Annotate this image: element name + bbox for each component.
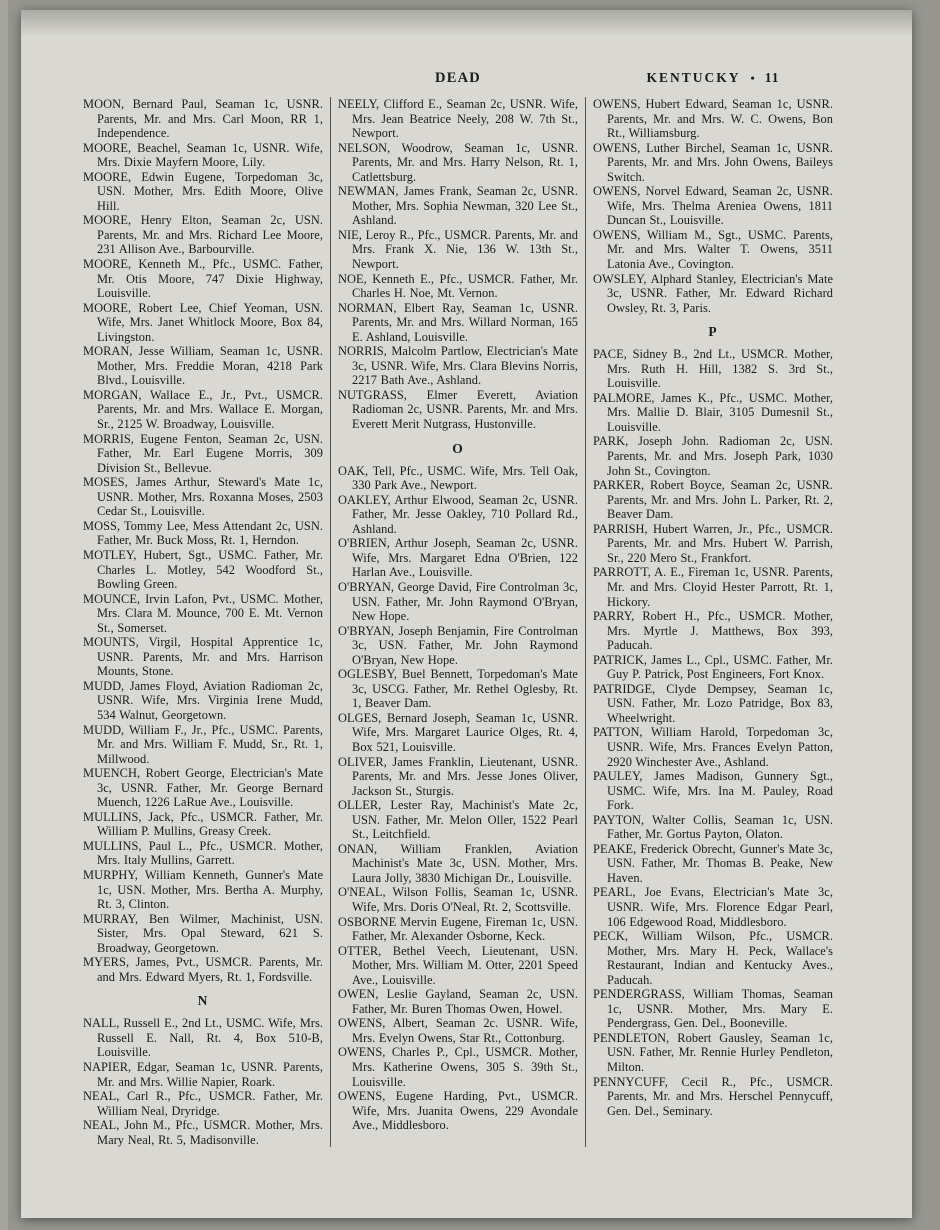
entry: OWENS, Norvel Edward, Seaman 2c, USNR. Wife, Mrs. Thelma Areniea Owens, 1811 Duncan St., Louisville. (593, 184, 833, 228)
entry: MOSES, James Arthur, Steward's Mate 1c, USNR. Mother, Mrs. Roxanna Moses, 2503 Cedar St., Louisville. (83, 475, 323, 519)
entry: MOSS, Tommy Lee, Mess Attendant 2c, USN. Father, Mr. Buck Moss, Rt. 1, Herndon. (83, 518, 323, 548)
entry: O'BRYAN, George David, Fire Controlman 3c, USN. Father, Mr. John Raymond O'Bryan, New Hope. (338, 579, 578, 624)
entry: OWENS, Eugene Harding, Pvt., USMCR. Wife, Mrs. Juanita Owens, 229 Avondale Ave., Middlesboro. (338, 1089, 578, 1133)
page-header (83, 70, 835, 87)
entry: PECK, William Wilson, Pfc., USMCR. Mother, Mrs. Mary H. Peck, Wallace's Restaurant, Indian and Kentucky Aves., Paducah. (593, 929, 833, 987)
entry: OWSLEY, Alphard Stanley, Electrician's Mate 3c, USNR. Father, Mr. Edward Richard Owsley, Rt. 3, Paris. (593, 271, 833, 315)
document-page (21, 10, 912, 1218)
entry: MORGAN, Wallace E., Jr., Pvt., USMCR. Parents, Mr. and Mrs. Wallace E. Morgan, Sr., 2125 W. Broadway, Louisville. (83, 387, 323, 432)
entry: NEAL, Carl R., Pfc., USMCR. Father, Mr. William Neal, Dryridge. (83, 1089, 323, 1118)
entry: PARK, Joseph John. Radioman 2c, USN. Parents, Mr. and Mrs. Joseph Park, 1030 John St., Covington. (593, 434, 833, 478)
section-heading: P (708, 324, 718, 340)
entry: NAPIER, Edgar, Seaman 1c, USNR. Parents, Mr. and Mrs. Willie Napier, Roark. (83, 1060, 323, 1089)
column-rule-1 (330, 97, 331, 1147)
entry: OAK, Tell, Pfc., USMC. Wife, Mrs. Tell Oak, 330 Park Ave., Newport. (338, 463, 578, 493)
entry: PATRIDGE, Clyde Dempsey, Seaman 1c, USN. Father, Mr. Lozo Patridge, Box 83, Wheelwright. (593, 681, 833, 725)
page-content (83, 70, 835, 1147)
entry: MURRAY, Ben Wilmer, Machinist, USN. Sister, Mrs. Opal Steward, 621 S. Broadway, Georgetown. (83, 911, 323, 955)
entry: OWEN, Leslie Gayland, Seaman 2c, USN. Father, Mr. Buren Thomas Owen, Howel. (338, 987, 578, 1016)
entry: NEAL, John M., Pfc., USMCR. Mother, Mrs. Mary Neal, Rt. 5, Madisonville. (83, 1118, 323, 1147)
entry: O'BRIEN, Arthur Joseph, Seaman 2c, USNR. Wife, Mrs. Margaret Edna O'Brien, 122 Harlan Ave., Louisville. (338, 536, 578, 580)
entry: MYERS, James, Pvt., USMCR. Parents, Mr. and Mrs. Edward Myers, Rt. 1, Fordsville. (83, 955, 323, 984)
entry: ONAN, William Franklen, Aviation Machinist's Mate 3c, USN. Mother, Mrs. Laura Jolly, 3830 Michigan Dr., Louisville. (338, 841, 578, 885)
column-3 (593, 97, 833, 1147)
entry: OWENS, Luther Birchel, Seaman 1c, USNR. Parents, Mr. and Mrs. John Owens, Baileys Switch. (593, 140, 833, 184)
entry: OSBORNE Mervin Eugene, Fireman 1c, USN. Father, Mr. Alexander Osborne, Keck. (338, 914, 578, 944)
entry: MUDD, William F., Jr., Pfc., USMC. Parents, Mr. and Mrs. William F. Mudd, Sr., Rt. 1, Millwood. (83, 722, 323, 766)
section-heading: N (197, 993, 209, 1009)
entry: NIE, Leroy R., Pfc., USMCR. Parents, Mr. and Mrs. Frank X. Nie, 136 W. 13th St., Newport. (338, 227, 578, 272)
entry: PARROTT, A. E., Fireman 1c, USNR. Parents, Mr. and Mrs. Cloyid Hester Parrott, Rt. 1, Hickory. (593, 565, 833, 609)
page-number: 11 (764, 70, 780, 85)
entry: NORRIS, Malcolm Partlow, Electrician's Mate 3c, USNR. Wife, Mrs. Clara Blevins Norris, 2217 Bath Ave., Ashland. (338, 344, 578, 388)
entry: NOE, Kenneth E., Pfc., USMCR. Father, Mr. Charles H. Noe, Mt. Vernon. (338, 271, 578, 301)
entry: PEAKE, Frederick Obrecht, Gunner's Mate 3c, USN. Father, Mr. Thomas B. Peake, New Haven. (593, 841, 833, 885)
entry: NALL, Russell E., 2nd Lt., USMC. Wife, Mrs. Russell E. Nall, Rt. 4, Box 510-B, Louisville. (83, 1016, 323, 1060)
entry: PAYTON, Walter Collis, Seaman 1c, USN. Father, Mr. Gortus Payton, Olaton. (593, 812, 833, 842)
entry: OAKLEY, Arthur Elwood, Seaman 2c, USNR. Father, Mr. Jesse Oakley, 710 Pollard Rd., Ashland. (338, 492, 578, 536)
entry: PENNYCUFF, Cecil R., Pfc., USMCR. Parents, Mr. and Mrs. Herschel Pennycuff, Gen. Del., Seminary. (593, 1074, 833, 1118)
entry: OLIVER, James Franklin, Lieutenant, USNR. Parents, Mr. and Mrs. Jesse Jones Oliver, Jackson St., Sturgis. (338, 754, 578, 798)
entry: PEARL, Joe Evans, Electrician's Mate 3c, USNR. Wife, Mrs. Florence Edgar Pearl, 106 Edgewood Road, Middlesboro. (593, 885, 833, 929)
entry: MOORE, Beachel, Seaman 1c, USNR. Wife, Mrs. Dixie Mayfern Moore, Lily. (83, 140, 323, 170)
entry: OWENS, William M., Sgt., USMC. Parents, Mr. and Mrs. Walter T. Owens, 3511 Latonia Ave., Covington. (593, 227, 833, 272)
entry: MUENCH, Robert George, Electrician's Mate 3c, USNR. Father, Mr. George Bernard Muench, 1226 LaRue Ave., Louisville. (83, 766, 323, 810)
entry: PENDERGRASS, William Thomas, Seaman 1c, USNR. Mother, Mrs. Mary E. Pendergrass, Gen. Del., Booneville. (593, 987, 833, 1031)
entry: MUDD, James Floyd, Aviation Radioman 2c, USNR. Wife, Mrs. Virginia Irene Mudd, 534 Walnut, Georgetown. (83, 678, 323, 722)
entry: O'BRYAN, Joseph Benjamin, Fire Controlman 3c, USN. Father, Mr. John Raymond O'Bryan, New Hope. (338, 623, 578, 667)
entry: NEWMAN, James Frank, Seaman 2c, USNR. Mother, Mrs. Sophia Newman, 320 Lee St., Ashland. (338, 184, 578, 228)
entry: MOORE, Henry Elton, Seaman 2c, USN. Parents, Mr. and Mrs. Richard Lee Moore, 231 Allison Ave., Barbourville. (83, 213, 323, 257)
entry: NELSON, Woodrow, Seaman 1c, USNR. Parents, Mr. and Mrs. Harry Nelson, Rt. 1, Catlettsburg. (338, 140, 578, 184)
entry: MULLINS, Paul L., Pfc., USMCR. Mother, Mrs. Italy Mullins, Garrett. (83, 838, 323, 868)
entry: MULLINS, Jack, Pfc., USMCR. Father, Mr. William P. Mullins, Greasy Creek. (83, 809, 323, 839)
column-2 (338, 97, 578, 1147)
entry: PENDLETON, Robert Gausley, Seaman 1c, USN. Father, Mr. Rennie Hurley Pendleton, Milton. (593, 1030, 833, 1074)
entry: NEELY, Clifford E., Seaman 2c, USNR. Wife, Mrs. Jean Beatrice Neely, 208 W. 7th St., Newport. (338, 97, 578, 141)
entry: OWENS, Albert, Seaman 2c. USNR. Wife, Mrs. Evelyn Owens, Star Rt., Cottonburg. (338, 1016, 578, 1045)
entry: NUTGRASS, Elmer Everett, Aviation Radioman 2c, USNR. Parents, Mr. and Mrs. Everett Merit Nutgrass, Hustonville. (338, 387, 578, 432)
state-heading: KENTUCKY (646, 70, 741, 85)
entry: PAULEY, James Madison, Gunnery Sgt., USMC. Wife, Mrs. Ina M. Pauley, Road Fork. (593, 769, 833, 813)
entry: MOON, Bernard Paul, Seaman 1c, USNR. Parents, Mr. and Mrs. Carl Moon, RR 1, Independence. (83, 97, 323, 141)
entry: PATTON, William Harold, Torpedoman 3c, USNR. Wife, Mrs. Frances Evelyn Patton, 2920 Winchester Ave., Ashland. (593, 725, 833, 769)
entry: MOORE, Edwin Eugene, Torpedoman 3c, USN. Mother, Mrs. Edith Moore, Olive Hill. (83, 169, 323, 213)
entry: OWENS, Hubert Edward, Seaman 1c, USNR. Parents, Mr. and Mrs. W. C. Owens, Bon Rt., Williamsburg. (593, 97, 833, 141)
entry: OLGES, Bernard Joseph, Seaman 1c, USNR. Wife, Mrs. Margaret Laurice Olges, Rt. 4, Box 521, Louisville. (338, 710, 578, 754)
entry: PARRISH, Hubert Warren, Jr., Pfc., USMCR. Parents, Mr. and Mrs. Hubert W. Parrish, Sr., 220 Mero St., Frankfort. (593, 521, 833, 565)
entry: MOORE, Kenneth M., Pfc., USMC. Father, Mr. Otis Moore, 747 Dixie Highway, Louisville. (83, 257, 323, 301)
text-columns (83, 97, 835, 1147)
entry: PACE, Sidney B., 2nd Lt., USMCR. Mother, Mrs. Ruth H. Hill, 1382 S. 3rd St., Louisville. (593, 347, 833, 391)
entry: MURPHY, William Kenneth, Gunner's Mate 1c, USN. Mother, Mrs. Bertha A. Murphy, Rt. 3, Clinton. (83, 867, 323, 912)
running-head (593, 70, 833, 86)
entry: PATRICK, James L., Cpl., USMC. Father, Mr. Guy P. Patrick, Post Engineers, Fort Knox. (593, 652, 833, 682)
entry: OGLESBY, Buel Bennett, Torpedoman's Mate 3c, USCG. Father, Mr. Rethel Oglesby, Rt. 1, Beaver Dam. (338, 667, 578, 711)
column-rule-2 (585, 97, 586, 1147)
entry: MOUNTS, Virgil, Hospital Apprentice 1c, USNR. Parents, Mr. and Mrs. Harrison Mounts, Stone. (83, 635, 323, 679)
entry: MORRIS, Eugene Fenton, Seaman 2c, USN. Father, Mr. Earl Eugene Morris, 309 Division St., Bellevue. (83, 431, 323, 475)
entry: OTTER, Bethel Veech, Lieutenant, USN. Mother, Mrs. William M. Otter, 2201 Speed Ave., Louisville. (338, 943, 578, 987)
column-1 (83, 97, 323, 1147)
entry: MOUNCE, Irvin Lafon, Pvt., USMC. Mother, Mrs. Clara M. Mounce, 700 E. Mt. Vernon St., Somerset. (83, 591, 323, 635)
section-heading: O (452, 440, 464, 456)
entry: NORMAN, Elbert Ray, Seaman 1c, USNR. Parents, Mr. and Mrs. Willard Norman, 165 E. Ashland, Louisville. (338, 300, 578, 344)
entry: PARRY, Robert H., Pfc., USMCR. Mother, Mrs. Myrtle J. Matthews, Box 393, Paducah. (593, 609, 833, 653)
entry: PALMORE, James K., Pfc., USMC. Mother, Mrs. Mallie D. Blair, 3105 Dumesnil St., Louisville. (593, 390, 833, 434)
entry: OLLER, Lester Ray, Machinist's Mate 2c, USN. Father, Mr. Melon Oller, 1522 Pearl St., Leitchfield. (338, 798, 578, 842)
page-title: DEAD (435, 70, 481, 86)
entry: MOTLEY, Hubert, Sgt., USMC. Father, Mr. Charles L. Motley, 542 Woodford St., Bowling Green. (83, 547, 323, 592)
entry: MOORE, Robert Lee, Chief Yeoman, USN. Wife, Mrs. Janet Whitlock Moore, Box 84, Livingston. (83, 300, 323, 344)
bullet-separator: • (750, 71, 755, 85)
entry: OWENS, Charles P., Cpl., USMCR. Mother, Mrs. Katherine Owens, 305 S. 39th St., Louisville. (338, 1045, 578, 1089)
entry: PARKER, Robert Boyce, Seaman 2c, USNR. Parents, Mr. and Mrs. John L. Parker, Rt. 2, Beaver Dam. (593, 478, 833, 522)
entry: O'NEAL, Wilson Follis, Seaman 1c, USNR. Wife, Mrs. Doris O'Neal, Rt. 2, Scottsville. (338, 885, 578, 914)
entry: MORAN, Jesse William, Seaman 1c, USNR. Mother, Mrs. Freddie Moran, 4218 Park Blvd., Louisville. (83, 344, 323, 388)
